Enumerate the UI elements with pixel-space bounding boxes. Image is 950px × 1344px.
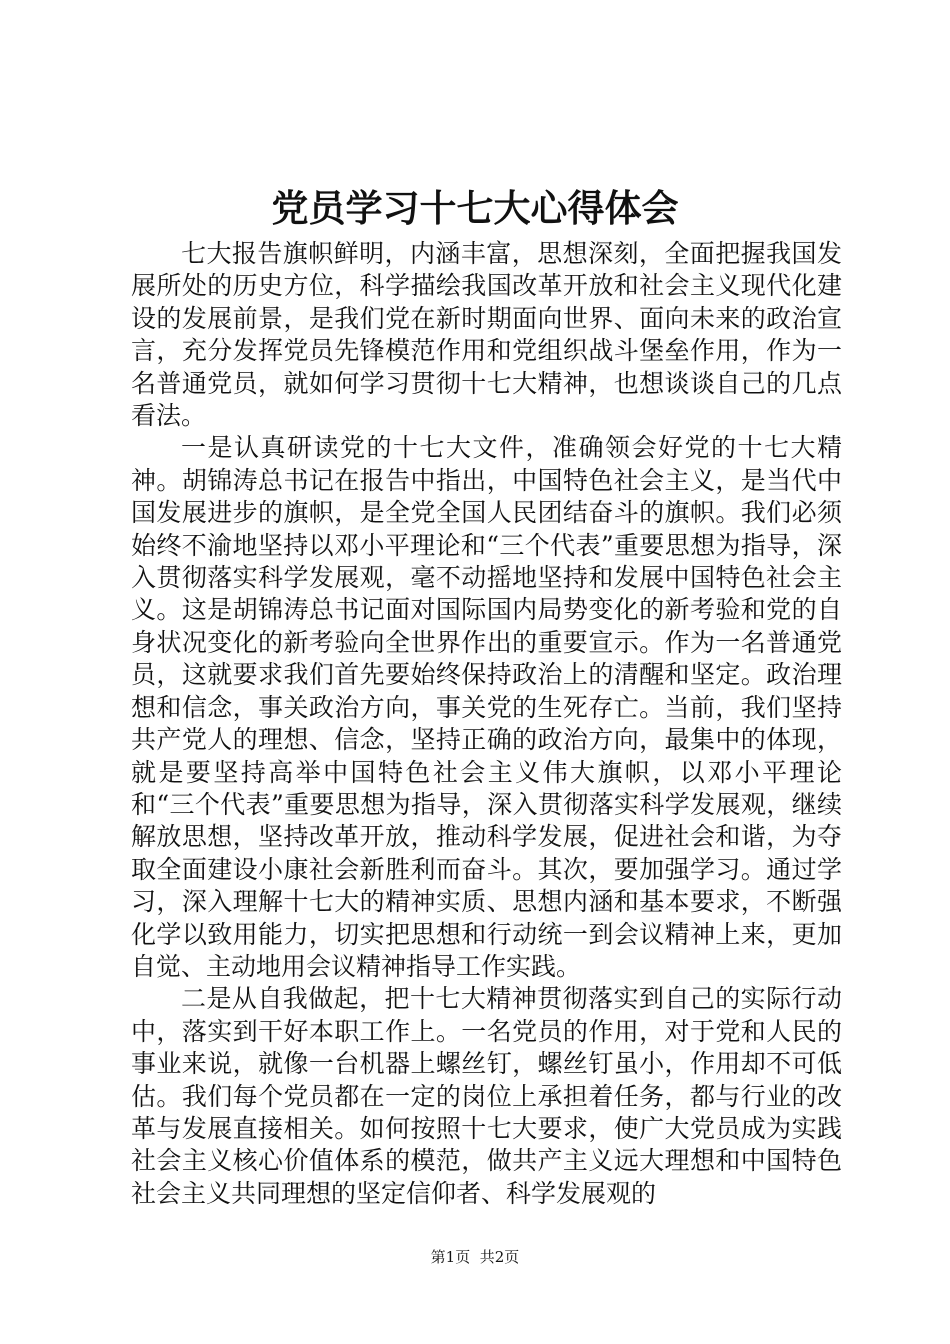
document-title: 党员学习十七大心得体会 bbox=[271, 186, 679, 230]
body-paragraph: 七大报告旗帜鲜明，内涵丰富，思想深刻，全面把握我国发展所处的历史方位，科学描绘我国改革开放和社会主义现代化建设的发展前景，是我们党在新时期面向世界、面向未来的政治宣言，充分发挥党员先锋模范作用和党组织战斗堡垒作用，作为一名普通党员，就如何学习贯彻十七大精神，也想谈谈自己的几点看法。 bbox=[131, 239, 842, 431]
page-number: 第1页 bbox=[430, 1248, 471, 1266]
body-paragraph: 二是从自我做起，把十七大精神贯彻落实到自己的实际行动中，落实到干好本职工作上。一名党员的作用，对于党和人民的事业来说，就像一台机器上螺丝钉，螺丝钉虽小，作用却不可低估。我们每个党员都在一定的岗位上承担着任务，都与行业的改革与发展直接相关。如何按照十七大要求，使广大党员成为实践社会主义核心价值体系的模范，做共产主义远大理想和中国特色社会主义共同理想的坚定信仰者、科学发展观的 bbox=[131, 984, 842, 1208]
document-body bbox=[131, 238, 842, 1210]
page-total: 共2页 bbox=[479, 1248, 520, 1266]
page-footer bbox=[0, 1247, 950, 1267]
body-paragraph: 一是认真研读党的十七大文件，准确领会好党的十七大精神。胡锦涛总书记在报告中指出，中国特色社会主义，是当代中国发展进步的旗帜，是全党全国人民团结奋斗的旗帜。我们必须始终不渝地坚持以邓小平理论和“三个代表”重要思想为指导，深入贯彻落实科学发展观，毫不动摇地坚持和发展中国特色社会主义。这是胡锦涛总书记面对国际国内局势变化的新考验和党的自身状况变化的新考验向全世界作出的重要宣示。作为一名普通党员，这就要求我们首先要始终保持政治上的清醒和坚定。政治理想和信念，事关政治方向，事关党的生死存亡。当前，我们坚持共产党人的理想、信念，坚持正确的政治方向，最集中的体现，就是要坚持高举中国特色社会主义伟大旗帜，以邓小平理论和“三个代表”重要思想为指导，深入贯彻落实科学发展观，继续解放思想，坚持改革开放，推动科学发展，促进社会和谐，为夺取全面建设小康社会新胜利而奋斗。其次，要加强学习。通过学习，深入理解十七大的精神实质、思想内涵和基本要求，不断强化学以致用能力，切实把思想和行动统一到会议精神上来，更加自觉、主动地用会议精神指导工作实践。 bbox=[131, 433, 842, 981]
